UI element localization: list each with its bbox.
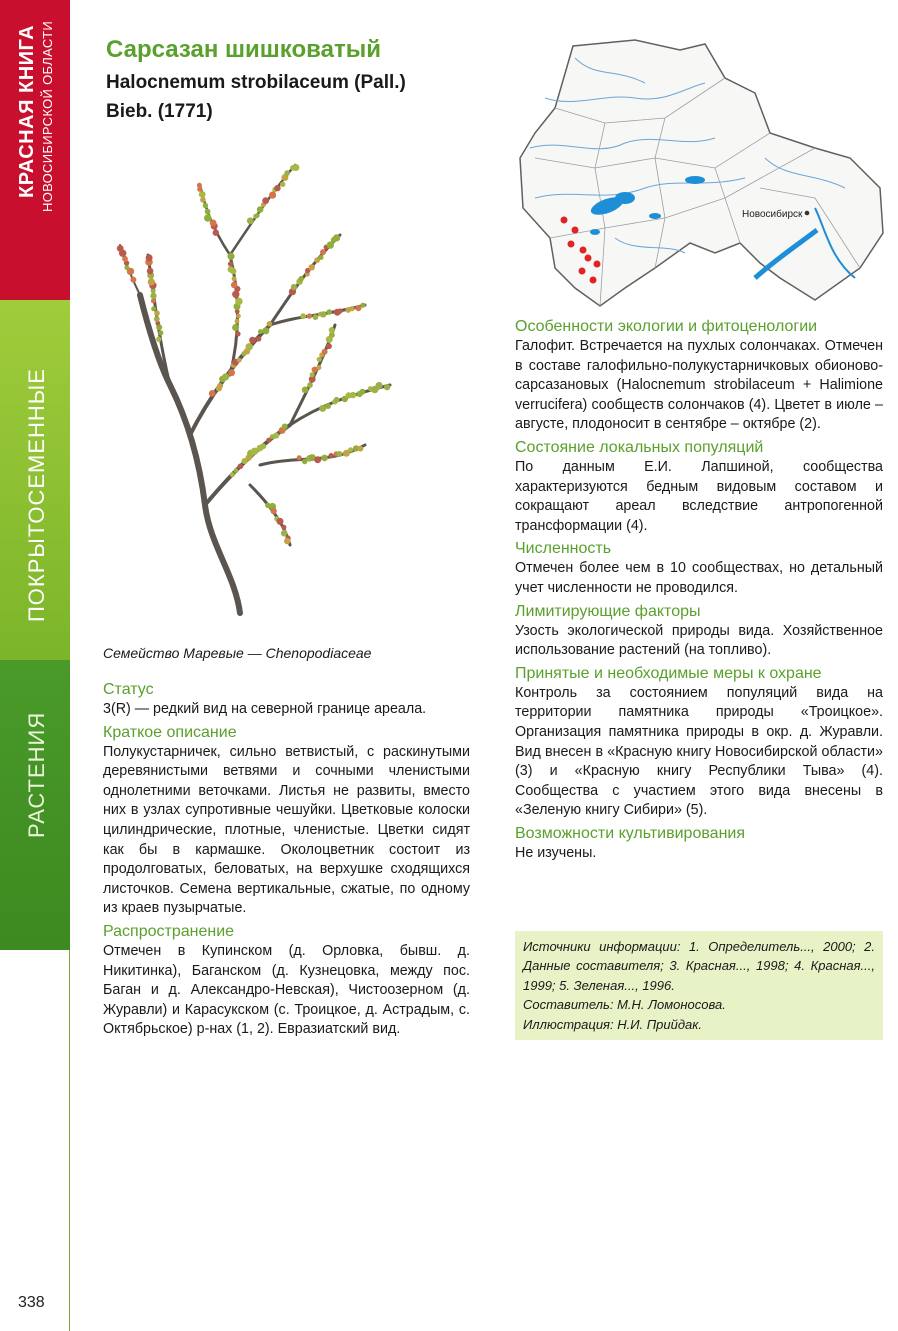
plant-bead [232,276,237,281]
plant-bead [384,384,390,390]
plant-bead [260,443,266,449]
plant-bead [147,268,154,275]
plant-bead [232,324,239,331]
plant-bead [151,306,156,311]
plant-bead [158,330,163,335]
plant-bead [262,197,269,204]
kingdom-label: РАСТЕНИЯ [24,711,49,838]
plant-bead [235,319,240,324]
plant-bead [237,358,242,363]
abundance-text: Отмечен более чем в 10 сообществах, но детальный учет численности не проводился. [515,560,883,596]
plant-bead [291,284,297,290]
plant-bead [228,266,235,273]
city-label: Новосибирск [742,209,803,220]
plant-bead [360,389,366,395]
plant-bead [307,313,312,318]
plant-bead [277,518,284,525]
page-number: 338 [18,1294,45,1311]
distribution-map [515,38,888,310]
family-caption: Семейство Маревые — Chenopodiaceae [103,645,372,661]
plant-bead [203,203,208,208]
plant-bead [310,372,315,377]
sidebar-divider [69,950,70,1331]
plant-bead [230,472,235,477]
plant-bead [338,308,343,313]
plant-bead [321,455,328,462]
distribution-heading: Распространение [103,922,235,940]
plant-bead [280,182,285,187]
abundance-heading: Численность [515,540,612,558]
sidebar [0,0,70,1331]
plant-bead [329,327,335,333]
left-column [103,680,470,1040]
plant-bead [256,336,261,341]
plant-bead [322,349,328,355]
plant-bead [156,337,161,342]
plant-bead [213,230,219,236]
plant-bead [232,291,239,298]
limiting-factors-heading: Лимитирующие факторы [515,602,701,620]
limiting-factors-text: Узость экологической природы вида. Хозяйственное использование растений (на топливо). [515,622,883,659]
plant-bead [217,383,223,389]
right-column [515,317,883,863]
species-title-lat-line2: Bieb. (1771) [106,101,213,122]
plant-bead [234,468,239,473]
plant-bead [281,530,288,537]
plant-bead [274,185,280,191]
plant-bead [313,314,319,320]
plant-bead [319,255,324,260]
plant-bead [298,276,304,282]
plant-bead [269,192,276,199]
plant-bead [200,197,206,203]
illustrator-text: Иллюстрация: Н.И. Прийдак. [523,1016,703,1032]
plant-bead [336,451,342,457]
plant-bead [117,245,124,252]
plant-bead [273,433,279,439]
plant-bead [360,303,365,308]
plant-bead [205,209,211,215]
city-marker [805,211,810,216]
book-region: НОВОСИБИРСКОЙ ОБЛАСТИ [40,21,55,212]
plant-bead [235,298,242,305]
plant-bead [146,254,153,261]
status-heading: Статус [103,681,154,698]
plant-bead [255,213,260,218]
plant-bead [222,373,229,380]
plant-bead [154,316,160,322]
book-title: КРАСНАЯ КНИГА [16,24,38,198]
cultivation-text: Не изучены. [515,844,597,861]
plant-bead [228,261,233,266]
plant-bead [376,382,383,389]
plant-bead [292,164,299,171]
plant-bead [210,220,217,227]
plant-bead [320,249,326,255]
plant-bead [281,525,286,530]
ecology-heading: Особенности экологии и фитоценологии [515,318,818,335]
species-title-ru: Сарсазан шишковатый [106,36,381,63]
plant-bead [284,170,290,176]
plant-bead [130,277,136,283]
plant-bead [309,264,315,270]
description-text: Полукустарничек, сильно ветвистый, с раскинутыми деревянистыми ветвями и сочными членистыми однолетними веточками. Листья не развиты, вместо них в узлах супротивные чешуйки. Цветковые колоски цилиндрические, плотные, членистые. Цветки сидят как бы в кармашке. Околоцветник состоит из продолговатых, беловатых, на верхушке сходящихся листочков. Семена вертикальные, сжатые, по одному из краев пузырчатые. [103,743,470,917]
plant-bead [154,310,160,316]
plant-bead [329,453,334,458]
region-outline [520,40,883,306]
plant-bead [231,282,237,288]
description-heading: Краткое описание [103,723,237,741]
plant-bead [282,424,288,430]
sources-text: Источники информации: 1. Определитель..., 2000; 2. Данные составителя; 3. Красная..., 1998; 4. Красная..., 1999; 5. Зеленая..., 1996. [523,939,875,993]
status-text: 3(R) — редкий вид на северной границе ареала. [103,701,427,717]
plant-bead [197,183,202,188]
plant-bead [247,217,254,224]
plant-bead [300,313,306,319]
compiler-text: Составитель: М.Н. Ломоносова. [523,997,726,1013]
sidebar-white-band [0,950,70,1331]
section-label: ПОКРЫТОСЕМЕННЫЕ [24,368,49,622]
plant-bead [151,299,156,304]
plant-bead [314,456,321,463]
plant-bead [358,446,364,452]
plant-bead [236,314,241,319]
protection-text: Контроль за состоянием популяций вида на территории памятника природы «Троицкое». Организация памятника природы в окр. д. Журавли. Вид внесен в «Красную книгу Новосибирской области» (3) и «Красную книгу Республики Тыва» (4). Сообщества с участием этого вида внесены в «Зеленую книгу Сибири» (5). [515,684,883,819]
plant-bead [246,343,253,350]
plant-bead [257,206,264,213]
plant-bead [209,390,216,397]
plant-illustration [110,145,420,625]
plant-bead [284,538,290,544]
plant-bead [348,447,353,452]
plant-bead [249,337,256,344]
plant-bead [325,403,331,409]
plant-bead [333,234,340,241]
cultivation-heading: Возможности культивирования [515,824,745,842]
ecology-text: Галофит. Встречается на пухлых солончаках. Отмечен в составе галофильно-полукустарничковых обионово-сарсазановых (Halocnemum strobilaceum + Halimione verrucifera) сообществ солончаков (4). Цветет в июле – августе, плодоносит в сентябре – октябре (2). [515,338,883,433]
populations-heading: Состояние локальных популяций [515,438,764,456]
plant-bead [150,293,156,299]
plant-bead [262,327,269,334]
plant-bead [350,392,356,398]
plant-bead [334,397,340,403]
species-title-lat-line1: Halocnemum strobilaceum (Pall.) [106,72,406,93]
plant-bead [238,464,244,470]
sources-box [515,931,883,1040]
distribution-text: Отмечен в Купинском (д. Орловка, бывш. д. Никитинка), Баганском (д. Кузнецовка, между пос. Баган и д. Александро-Невская), Чистоозерном (д. Журавли) и Карасукском (с. Троицкое, д. Астрадым, с. Октябрьское) р-нах (1, 2). Евразиатский вид. [103,942,470,1038]
plant-bead [204,214,212,222]
plant-bead [302,387,309,394]
plant-bead [227,253,234,260]
plant-bead [316,365,321,370]
populations-text: По данным Е.И. Лапшиной, сообщества характеризуются бедным видовым составом и сокращают ареал вследствие антропогенной трансформации (4). [515,458,883,534]
plant-bead [307,382,313,388]
plant-bead [297,455,302,460]
plant-bead [320,311,326,317]
plant-bead [124,265,129,270]
plant-bead [349,306,354,311]
plant-bead [317,357,322,362]
plant-bead [326,343,332,349]
plant-bead [270,508,276,514]
plant-bead [327,309,333,315]
species-title-lat [106,68,486,126]
plant-bead [199,191,206,198]
plant-bead [267,321,273,327]
plant-bead [258,329,263,334]
plant-bead [148,278,155,285]
protection-heading: Принятые и необходимые меры к охране [515,664,822,682]
plant-bead [235,331,240,336]
plant-bead [228,369,235,376]
